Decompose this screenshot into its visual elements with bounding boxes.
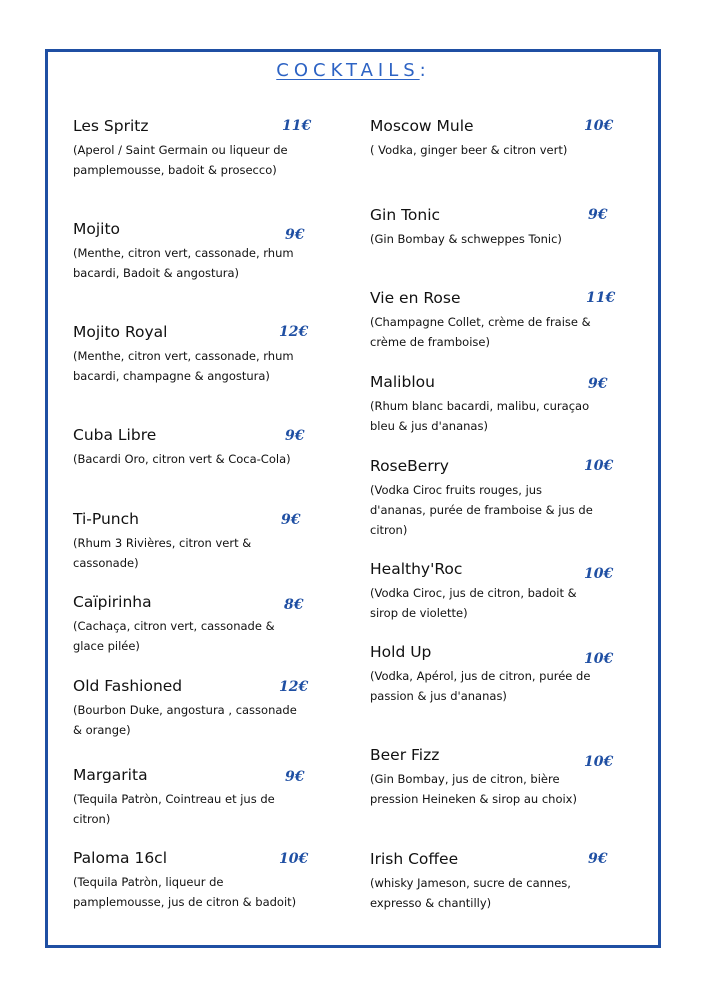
cocktail-description: (Tequila Patròn, Cointreau et jus de citron)	[73, 792, 275, 826]
cocktail-price: 9€	[285, 428, 305, 444]
cocktail-name: Mojito	[73, 220, 121, 238]
cocktail-price: 11€	[282, 118, 312, 134]
cocktail-name: Beer Fizz	[370, 746, 440, 764]
cocktail-item	[73, 676, 303, 740]
cocktail-price: 11€	[586, 290, 616, 306]
menu-title	[0, 60, 707, 81]
cocktail-price: 8€	[284, 597, 304, 613]
cocktail-description: (Rhum 3 Rivières, citron vert & cassonade)	[73, 536, 252, 570]
cocktail-name: Mojito Royal	[73, 323, 168, 341]
cocktail-price: 9€	[588, 851, 608, 867]
cocktail-description: (Bacardi Oro, citron vert & Coca-Cola)	[73, 452, 291, 466]
cocktail-item	[73, 509, 303, 573]
cocktail-description: (Vodka Ciroc, jus de citron, badoit & sirop de violette)	[370, 586, 577, 620]
cocktail-item	[73, 322, 303, 386]
cocktail-name: Margarita	[73, 766, 148, 784]
cocktail-price: 9€	[285, 227, 305, 243]
cocktail-item	[370, 116, 600, 160]
cocktail-description: (whisky Jameson, sucre de cannes, expresso & chantilly)	[370, 876, 571, 910]
cocktail-price: 10€	[584, 566, 614, 582]
cocktail-item	[73, 765, 303, 829]
cocktail-name: RoseBerry	[370, 457, 449, 475]
menu-title-text: COCKTAILS	[276, 60, 420, 81]
cocktail-name: Maliblou	[370, 373, 435, 391]
cocktail-description: (Gin Bombay, jus de citron, bière pression Heineken & sirop au choix)	[370, 772, 577, 806]
cocktail-price: 9€	[588, 207, 608, 223]
cocktail-price: 10€	[584, 118, 614, 134]
cocktail-name: Old Fashioned	[73, 677, 183, 695]
cocktail-description: (Champagne Collet, crème de fraise & crème de framboise)	[370, 315, 591, 349]
cocktail-item	[73, 219, 303, 283]
cocktail-name: Caïpirinha	[73, 593, 152, 611]
cocktail-item	[73, 116, 303, 180]
cocktail-price: 9€	[281, 512, 301, 528]
cocktail-item	[370, 288, 600, 352]
cocktail-item	[370, 642, 600, 706]
cocktail-price: 12€	[279, 324, 309, 340]
cocktail-item	[370, 456, 600, 540]
cocktail-item	[370, 205, 600, 249]
cocktail-price: 10€	[584, 651, 614, 667]
cocktail-description: (Menthe, citron vert, cassonade, rhum bacardi, champagne & angostura)	[73, 349, 294, 383]
cocktail-price: 9€	[588, 376, 608, 392]
cocktail-item	[73, 425, 303, 469]
cocktail-name: Gin Tonic	[370, 206, 441, 224]
cocktail-price: 10€	[584, 458, 614, 474]
cocktail-name: Healthy'Roc	[370, 560, 463, 578]
menu-title-suffix: :	[419, 60, 431, 81]
cocktail-name: Ti-Punch	[73, 510, 139, 528]
cocktail-description: (Cachaça, citron vert, cassonade & glace pilée)	[73, 619, 275, 653]
cocktail-price: 10€	[279, 851, 309, 867]
cocktail-name: Irish Coffee	[370, 850, 459, 868]
cocktail-item	[73, 592, 303, 656]
cocktail-description: (Aperol / Saint Germain ou liqueur de pamplemousse, badoit & prosecco)	[73, 143, 288, 177]
cocktail-name: Paloma 16cl	[73, 849, 168, 867]
cocktail-item	[370, 849, 600, 913]
cocktail-name: Vie en Rose	[370, 289, 461, 307]
cocktail-item	[370, 559, 600, 623]
cocktail-description: (Vodka, Apérol, jus de citron, purée de passion & jus d'ananas)	[370, 669, 591, 703]
cocktail-item	[370, 745, 600, 809]
cocktail-description: (Bourbon Duke, angostura , cassonade & orange)	[73, 703, 297, 737]
cocktail-price: 12€	[279, 679, 309, 695]
cocktail-description: (Tequila Patròn, liqueur de pamplemousse, jus de citron & badoit)	[73, 875, 297, 909]
cocktail-item	[370, 372, 600, 436]
cocktail-description: (Vodka Ciroc fruits rouges, jus d'ananas, purée de framboise & jus de citron)	[370, 483, 593, 537]
cocktail-price: 10€	[584, 754, 614, 770]
cocktail-description: (Menthe, citron vert, cassonade, rhum bacardi, Badoit & angostura)	[73, 246, 294, 280]
cocktail-name: Cuba Libre	[73, 426, 157, 444]
cocktail-name: Moscow Mule	[370, 117, 474, 135]
cocktail-name: Les Spritz	[73, 117, 149, 135]
cocktail-price: 9€	[285, 769, 305, 785]
cocktail-description: (Rhum blanc bacardi, malibu, curaçao bleu & jus d'ananas)	[370, 399, 590, 433]
cocktail-description: ( Vodka, ginger beer & citron vert)	[370, 143, 568, 157]
cocktail-description: (Gin Bombay & schweppes Tonic)	[370, 232, 562, 246]
cocktail-item	[73, 848, 303, 912]
cocktail-name: Hold Up	[370, 643, 432, 661]
